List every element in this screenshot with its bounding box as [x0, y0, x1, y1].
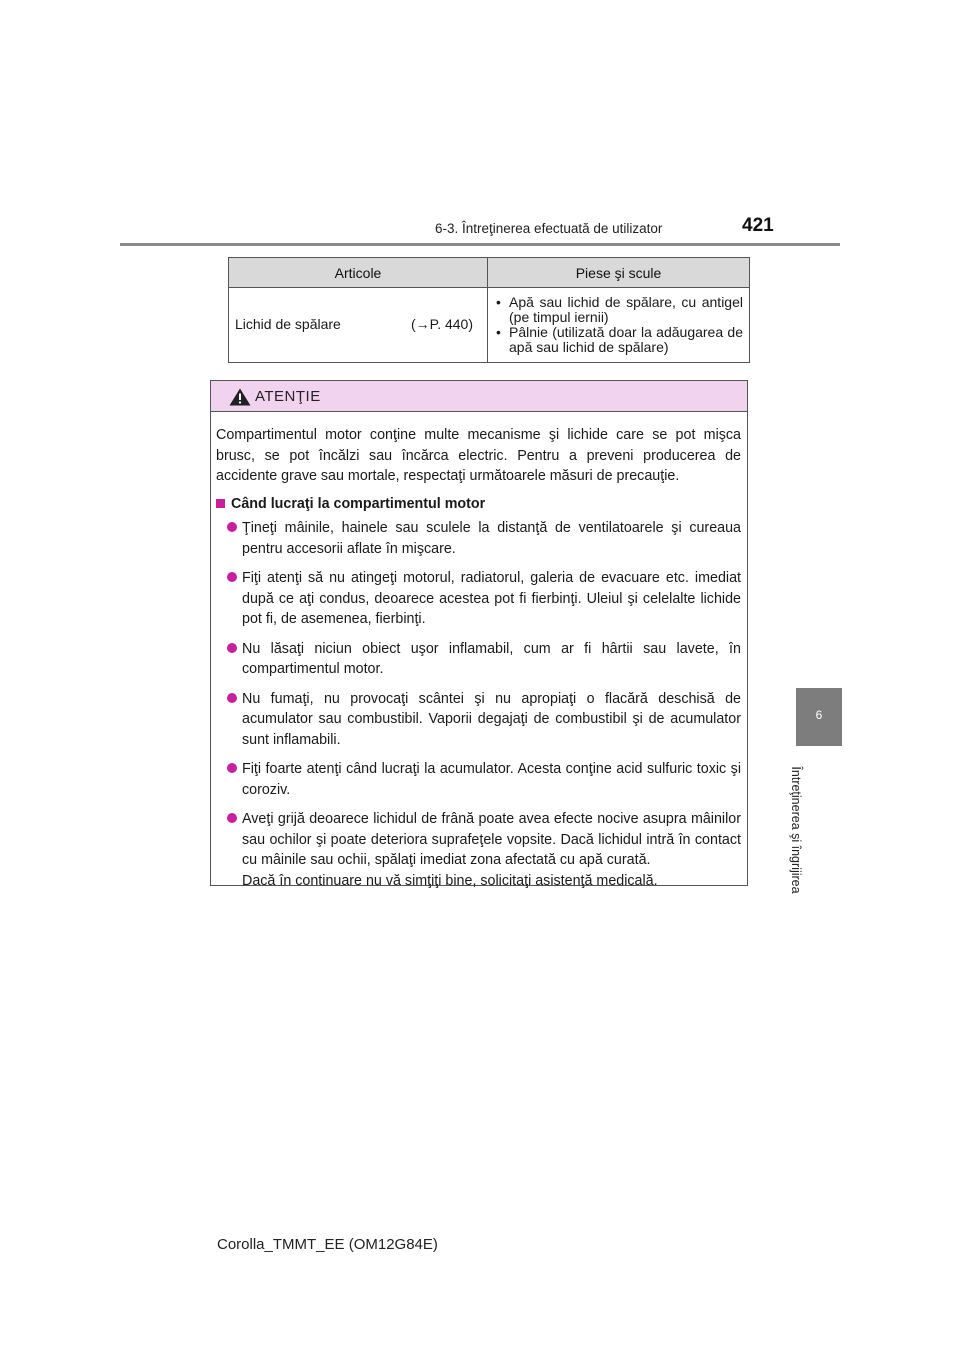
warning-title: ATENŢIE — [255, 388, 321, 405]
parts-table — [228, 257, 750, 363]
round-bullet-icon — [227, 572, 237, 582]
list-item — [216, 518, 741, 559]
warning-box — [210, 380, 748, 889]
bullet-text: Nu fumaţi, nu provocaţi scântei şi nu apropiaţi o flacără deschisă de acumulator sau combustibil. Vaporii degajaţi de combustibil şi de acumulator sunt inflamabili. — [242, 690, 741, 748]
round-bullet-icon — [227, 763, 237, 773]
tools-list-item: • Apă sau lichid de spălare, cu antigel (pe timpul iernii) — [496, 295, 743, 325]
header-section-title: 6-3. Întreţinerea efectuată de utilizator — [435, 221, 663, 236]
page-reference: (→P. 440) — [411, 316, 473, 332]
subheading-text: Când lucraţi la compartimentul motor — [231, 495, 486, 512]
column-header-articles: Articole — [229, 258, 488, 288]
bullet-text: Aveţi grijă deoarece lichidul de frână poate avea efecte nocive asupra mâinilor sau ochilor şi poate deteriora suprafeţele vopsite. Dacă lichidul intră în contact cu mâinile sau ochii, spălaţi imediat zona afectată cu apă curată. — [242, 811, 741, 868]
chapter-side-label — [786, 760, 806, 900]
list-item — [216, 809, 741, 891]
chapter-number: 6 — [815, 708, 823, 722]
bullet-text: Ţineţi mâinile, hainele sau sculele la distanţă de ventilatoarele şi cureaua pentru accesorii aflate în mişcare. — [242, 520, 741, 557]
header-rule — [120, 243, 840, 246]
warning-header — [211, 381, 747, 412]
tools-list-item: • Pâlnie (utilizată doar la adăugarea de apă sau lichid de spălare) — [496, 325, 743, 355]
round-bullet-icon — [227, 813, 237, 823]
table-header-row — [229, 258, 750, 288]
column-header-parts: Piese şi scule — [488, 258, 750, 288]
bullet-text: Nu lăsaţi niciun obiect uşor inflamabil, cum ar fi hârtii sau lavete, în compartimentul motor. — [242, 640, 741, 677]
warning-triangle-icon — [229, 388, 251, 406]
tools-cell — [488, 288, 750, 363]
bullet-text: Fiţi foarte atenţi când lucraţi la acumulator. Acesta conţine acid sulfuric toxic şi coroziv. — [242, 761, 741, 798]
bullet-last-line: Dacă în continuare nu vă simţiţi bine, solicitaţi asistenţă medicală. — [242, 872, 658, 889]
warning-body — [211, 412, 747, 891]
bullet-text: Fiţi atenţi să nu atingeţi motorul, radiatorul, galeria de evacuare etc. imediat după ce aţi condus, deoarece acestea pot fi fierbinţi. Uleiul şi celelalte lichide pot fi, de asemenea, fierbinţi. — [242, 570, 741, 627]
tools-list — [488, 295, 749, 355]
article-cell — [229, 288, 488, 363]
list-item — [216, 568, 741, 630]
round-bullet-icon — [227, 643, 237, 653]
warning-intro: Compartimentul motor conţine multe mecanisme şi lichide care se pot mişca brusc, se pot încălzi sau încărca electric. Pentru a preveni producerea de accidente grave sau mortale, respectaţi următoarele măsuri de precauţie. — [216, 427, 741, 484]
page-number: 421 — [742, 215, 774, 236]
chapter-title: Întreţinerea şi îngrijirea — [789, 766, 803, 894]
square-bullet-icon — [216, 499, 225, 508]
list-item — [216, 689, 741, 751]
table-row — [229, 288, 750, 363]
list-item — [216, 639, 741, 680]
round-bullet-icon — [227, 693, 237, 703]
chapter-side-tab — [796, 688, 842, 746]
warning-subheading — [216, 494, 741, 515]
round-bullet-icon — [227, 522, 237, 532]
footer-model-code: Corolla_TMMT_EE (OM12G84E) — [217, 1236, 438, 1253]
list-item — [216, 759, 741, 800]
article-name: Lichid de spălare — [235, 316, 341, 332]
